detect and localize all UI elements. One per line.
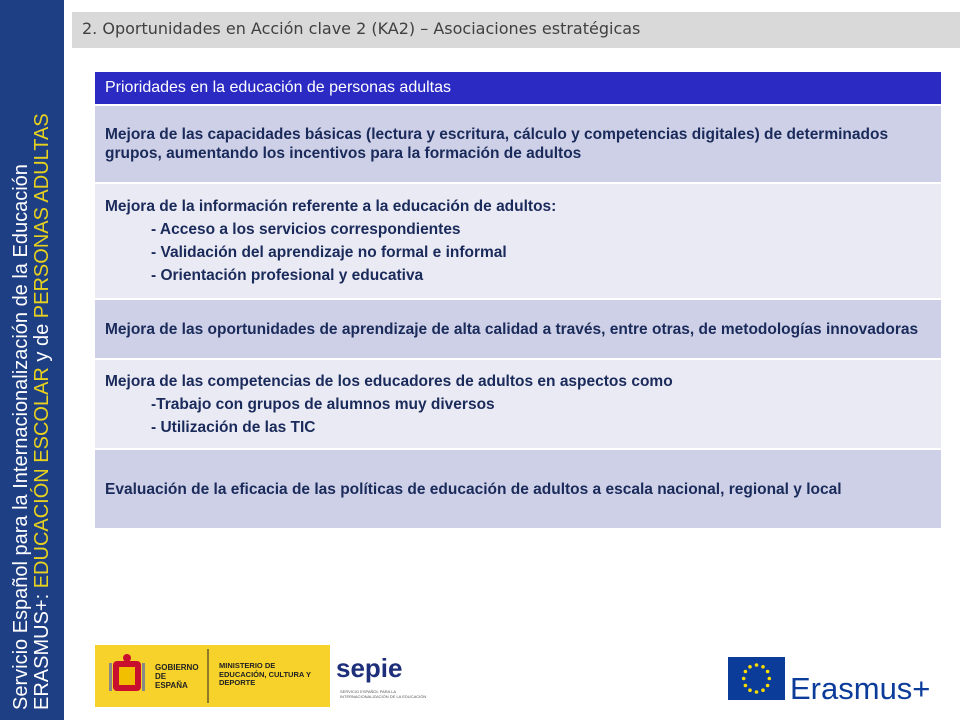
sidebar-erasmus: ERASMUS+: [31,593,53,710]
gobierno-text: GOBIERNO DE ESPAÑA [155,663,199,690]
table-header-row [95,72,941,105]
sidebar-line1: Servicio Español para la Internacionalización de la Educación [10,164,32,710]
sepie-wordmark: sepie [336,653,403,683]
eu-flag-icon [728,657,785,700]
row-subitem: - Orientación profesional y educativa [151,267,424,284]
priorities-table [95,72,941,530]
row-subitem: - Validación del aprendizaje no formal e informal [151,244,507,261]
table-row [95,105,941,183]
sidebar-and: y de [31,323,53,362]
sidebar-vertical-text [11,10,53,710]
row-evaluation [95,449,941,529]
row-text: Mejora de la información referente a la educación de adultos: [105,198,557,215]
coat-of-arms-icon [107,653,147,699]
table-row [95,359,941,449]
sidebar-banner [0,0,64,720]
row-text: Mejora de las capacidades básicas (lectura y escritura, cálculo y competencias digitales) de determinados grupos, aumentando los incentivos para la formación de adultos [105,126,889,162]
logo-divider [207,649,209,703]
row-opportunities [95,299,941,359]
ministerio-text: MINISTERIO DE EDUCACIÓN, CULTURA Y DEPORTE [219,661,311,687]
row-subitem: -Trabajo con grupos de alumnos muy diversos [151,395,495,413]
row-text: Evaluación de la eficacia de las políticas de educación de adultos a escala nacional, regional y local [105,480,842,498]
row-text: Mejora de las competencias de los educadores de adultos en aspectos como [105,372,673,390]
row-text: Mejora de las oportunidades de aprendizaje de alta calidad a través, entre otras, de metodologías innovadoras [105,320,919,338]
row-information [95,183,941,299]
sidebar-line2 [32,10,53,710]
sepie-logo [330,645,434,707]
page-title: 2. Oportunidades en Acción clave 2 (KA2) – Asociaciones estratégicas [82,19,641,38]
header-bar [72,12,960,48]
table-row [95,183,941,299]
sidebar-adults: PERSONAS ADULTAS [31,113,53,319]
sepie-subtitle: SERVICIO ESPAÑOL PARA LA INTERNACIONALIZACIÓN DE LA EDUCACIÓN [340,689,427,699]
erasmus-plus-logo: Erasmus+ [790,671,931,706]
row-educators [95,359,941,449]
row-subitem: - Utilización de las TIC [151,418,316,436]
table-heading: Prioridades en la educación de personas adultas [95,72,941,105]
row-subitem: - Acceso a los servicios correspondientes [151,221,461,238]
table-row [95,299,941,359]
row-basic-skills [95,105,941,183]
sidebar-school: EDUCACIÓN ESCOLAR [31,367,53,589]
table-row [95,449,941,529]
